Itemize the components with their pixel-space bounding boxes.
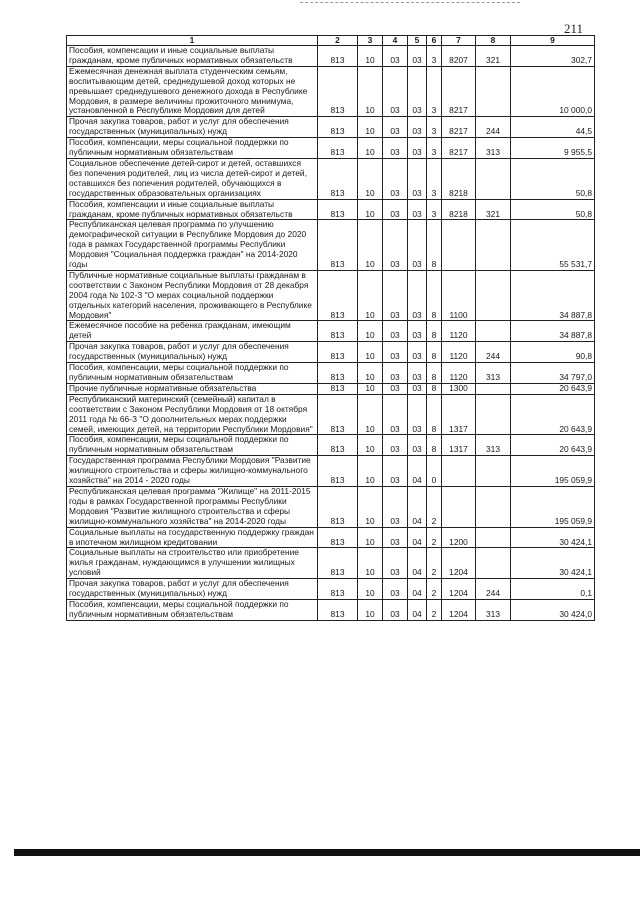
- cell-col-8: [476, 394, 511, 435]
- amount-cell: 302,7: [511, 46, 595, 67]
- cell-col-4: 03: [383, 321, 408, 342]
- table-row: [67, 394, 595, 435]
- cell-col-7: 8217: [442, 138, 476, 159]
- cell-col-8: 244: [476, 579, 511, 600]
- table-row: [67, 342, 595, 363]
- amount-cell: 34 797,0: [511, 363, 595, 384]
- cell-col-5: 03: [408, 321, 427, 342]
- cell-col-2: 813: [318, 199, 358, 220]
- amount-cell: 34 887,8: [511, 321, 595, 342]
- amount-cell: 30 424,1: [511, 548, 595, 579]
- header-cell-2: 2: [318, 36, 358, 46]
- amount-cell: 20 643,9: [511, 435, 595, 456]
- cell-col-5: 03: [408, 199, 427, 220]
- amount-cell: 195 059,9: [511, 456, 595, 487]
- cell-col-5: 04: [408, 527, 427, 548]
- cell-col-6: 2: [427, 599, 442, 620]
- row-name-cell: Республиканский материнский (семейный) капитал в соответствии с Законом Республики Мордовия от 18 октября 2011 года № 66-З "О дополнительных мерах поддержки семей, имеющих детей, на территории Республики Мордовия": [67, 394, 318, 435]
- cell-col-3: 10: [358, 321, 383, 342]
- cell-col-8: 313: [476, 363, 511, 384]
- page-number: 211: [564, 21, 584, 36]
- cell-col-6: 3: [427, 199, 442, 220]
- cell-col-8: [476, 270, 511, 321]
- cell-col-7: 8207: [442, 46, 476, 67]
- cell-col-6: 3: [427, 138, 442, 159]
- header-cell-7: 7: [442, 36, 476, 46]
- header-cell-1: 1: [67, 36, 318, 46]
- row-name-cell: Пособия, компенсации, меры социальной поддержки по публичным нормативным обязательствам: [67, 435, 318, 456]
- cell-col-7: 1100: [442, 270, 476, 321]
- cell-col-6: 8: [427, 321, 442, 342]
- cell-col-7: 1120: [442, 342, 476, 363]
- header-cell-8: 8: [476, 36, 511, 46]
- cell-col-3: 10: [358, 486, 383, 527]
- cell-col-2: 813: [318, 220, 358, 271]
- cell-col-4: 03: [383, 394, 408, 435]
- amount-cell: 9 955,5: [511, 138, 595, 159]
- table-row: [67, 435, 595, 456]
- cell-col-5: 03: [408, 158, 427, 199]
- row-name-cell: Прочие публичные нормативные обязательства: [67, 383, 318, 394]
- cell-col-3: 10: [358, 199, 383, 220]
- cell-col-5: 03: [408, 394, 427, 435]
- cell-col-5: 04: [408, 548, 427, 579]
- budget-table: [66, 35, 595, 621]
- cell-col-7: 1120: [442, 321, 476, 342]
- cell-col-3: 10: [358, 435, 383, 456]
- header-cell-6: 6: [427, 36, 442, 46]
- row-name-cell: Пособия, компенсации, меры социальной поддержки по публичным нормативным обязательствам: [67, 599, 318, 620]
- cell-col-4: 03: [383, 383, 408, 394]
- header-cell-3: 3: [358, 36, 383, 46]
- cell-col-7: 1204: [442, 599, 476, 620]
- cell-col-8: [476, 548, 511, 579]
- cell-col-7: 1204: [442, 579, 476, 600]
- cell-col-7: 8218: [442, 158, 476, 199]
- cell-col-5: 03: [408, 66, 427, 117]
- amount-cell: 50,8: [511, 158, 595, 199]
- cell-col-8: [476, 383, 511, 394]
- cell-col-7: 1300: [442, 383, 476, 394]
- cell-col-4: 03: [383, 270, 408, 321]
- table-body: [67, 46, 595, 621]
- table-row: [67, 46, 595, 67]
- cell-col-4: 03: [383, 456, 408, 487]
- cell-col-4: 03: [383, 486, 408, 527]
- cell-col-8: [476, 486, 511, 527]
- cell-col-3: 10: [358, 138, 383, 159]
- cell-col-4: 03: [383, 46, 408, 67]
- cell-col-6: 8: [427, 383, 442, 394]
- cell-col-6: 0: [427, 456, 442, 487]
- cell-col-8: [476, 527, 511, 548]
- row-name-cell: Публичные нормативные социальные выплаты гражданам в соответствии с Законом Республики Мордовия от 28 декабря 2004 года № 102-З "О мерах социальной поддержки отдельных категорий населения, проживающего в Республике Мордовия": [67, 270, 318, 321]
- cell-col-2: 813: [318, 363, 358, 384]
- row-name-cell: Социальные выплаты на государственную поддержку граждан в ипотечном жилищном кредитовании: [67, 527, 318, 548]
- amount-cell: 30 424,1: [511, 527, 595, 548]
- cell-col-5: 03: [408, 138, 427, 159]
- header-cell-4: 4: [383, 36, 408, 46]
- cell-col-2: 813: [318, 46, 358, 67]
- row-name-cell: Социальные выплаты на строительство или приобретение жилья гражданам, нуждающимся в улучшении жилищных условий: [67, 548, 318, 579]
- cell-col-7: 1317: [442, 435, 476, 456]
- scan-bottom-bar: [14, 849, 640, 856]
- cell-col-6: 8: [427, 342, 442, 363]
- cell-col-2: 813: [318, 599, 358, 620]
- table-row: [67, 321, 595, 342]
- cell-col-4: 03: [383, 342, 408, 363]
- cell-col-2: 813: [318, 66, 358, 117]
- cell-col-4: 03: [383, 117, 408, 138]
- cell-col-3: 10: [358, 117, 383, 138]
- table-row: [67, 579, 595, 600]
- cell-col-8: 244: [476, 117, 511, 138]
- table-row: [67, 527, 595, 548]
- cell-col-7: 8217: [442, 66, 476, 117]
- cell-col-6: 8: [427, 220, 442, 271]
- cell-col-2: 813: [318, 321, 358, 342]
- cell-col-5: 04: [408, 579, 427, 600]
- cell-col-5: 04: [408, 456, 427, 487]
- cell-col-8: 313: [476, 138, 511, 159]
- row-name-cell: Государственная программа Республики Мордовия "Развитие жилищного строительства и сферы жилищно-коммунального хозяйства" на 2014 - 2020 годы: [67, 456, 318, 487]
- scan-top-rule: [300, 2, 520, 5]
- row-name-cell: Ежемесячная денежная выплата студенческим семьям, воспитывающим детей, среднедушевой доход которых не превышает среднедушевого денежного дохода в Республике Мордовия, в размере величины прожиточного минимума, установленной в Республике Мордовия для детей: [67, 66, 318, 117]
- table-row: [67, 270, 595, 321]
- table-row: [67, 117, 595, 138]
- row-name-cell: Ежемесячное пособие на ребенка гражданам, имеющим детей: [67, 321, 318, 342]
- cell-col-8: 321: [476, 199, 511, 220]
- cell-col-3: 10: [358, 66, 383, 117]
- cell-col-4: 03: [383, 138, 408, 159]
- cell-col-6: 8: [427, 363, 442, 384]
- cell-col-3: 10: [358, 363, 383, 384]
- cell-col-8: [476, 456, 511, 487]
- cell-col-6: 2: [427, 486, 442, 527]
- cell-col-8: [476, 220, 511, 271]
- cell-col-3: 10: [358, 342, 383, 363]
- cell-col-5: 03: [408, 270, 427, 321]
- cell-col-3: 10: [358, 394, 383, 435]
- cell-col-3: 10: [358, 548, 383, 579]
- cell-col-8: [476, 66, 511, 117]
- cell-col-7: 1120: [442, 363, 476, 384]
- cell-col-4: 03: [383, 66, 408, 117]
- cell-col-5: 03: [408, 342, 427, 363]
- amount-cell: 55 531,7: [511, 220, 595, 271]
- cell-col-2: 813: [318, 394, 358, 435]
- table-row: [67, 456, 595, 487]
- cell-col-4: 03: [383, 548, 408, 579]
- cell-col-6: 2: [427, 548, 442, 579]
- cell-col-5: 03: [408, 220, 427, 271]
- row-name-cell: Пособия, компенсации и иные социальные выплаты гражданам, кроме публичных нормативных обязательств: [67, 199, 318, 220]
- table-row: [67, 383, 595, 394]
- table-row: [67, 599, 595, 620]
- cell-col-6: 8: [427, 435, 442, 456]
- amount-cell: 195 059,9: [511, 486, 595, 527]
- cell-col-3: 10: [358, 158, 383, 199]
- amount-cell: 20 643,9: [511, 394, 595, 435]
- amount-cell: 30 424,0: [511, 599, 595, 620]
- row-name-cell: Республиканская целевая программа по улучшению демографической ситуации в Республике Мордовия до 2020 года в рамках Государственной программы Республики Мордовия "Социальная поддержка граждан" на 2014-2020 годы: [67, 220, 318, 271]
- row-name-cell: Прочая закупка товаров, работ и услуг для обеспечения государственных (муниципальных) нужд: [67, 117, 318, 138]
- cell-col-6: 8: [427, 394, 442, 435]
- cell-col-7: 8217: [442, 117, 476, 138]
- cell-col-2: 813: [318, 158, 358, 199]
- cell-col-4: 03: [383, 220, 408, 271]
- table-row: [67, 158, 595, 199]
- cell-col-8: 313: [476, 435, 511, 456]
- cell-col-4: 03: [383, 579, 408, 600]
- cell-col-5: 04: [408, 599, 427, 620]
- cell-col-2: 813: [318, 486, 358, 527]
- cell-col-7: [442, 486, 476, 527]
- cell-col-2: 813: [318, 342, 358, 363]
- amount-cell: 44,5: [511, 117, 595, 138]
- cell-col-7: 8218: [442, 199, 476, 220]
- cell-col-7: 1204: [442, 548, 476, 579]
- amount-cell: 34 887,8: [511, 270, 595, 321]
- cell-col-3: 10: [358, 383, 383, 394]
- cell-col-5: 03: [408, 363, 427, 384]
- table-row: [67, 486, 595, 527]
- cell-col-2: 813: [318, 456, 358, 487]
- amount-cell: 10 000,0: [511, 66, 595, 117]
- cell-col-2: 813: [318, 383, 358, 394]
- cell-col-3: 10: [358, 46, 383, 67]
- table-row: [67, 66, 595, 117]
- row-name-cell: Социальное обеспечение детей-сирот и детей, оставшихся без попечения родителей, лиц из числа детей-сирот и детей, оставшихся без попечения родителей, обучающихся в государственных образовательных организациях: [67, 158, 318, 199]
- row-name-cell: Прочая закупка товаров, работ и услуг для обеспечения государственных (муниципальных) нужд: [67, 579, 318, 600]
- header-cell-5: 5: [408, 36, 427, 46]
- cell-col-2: 813: [318, 117, 358, 138]
- cell-col-4: 03: [383, 158, 408, 199]
- cell-col-7: [442, 220, 476, 271]
- cell-col-8: [476, 321, 511, 342]
- cell-col-4: 03: [383, 199, 408, 220]
- table-row: [67, 548, 595, 579]
- row-name-cell: Республиканская целевая программа "Жилище" на 2011-2015 годы в рамках Государственной программы Республики Мордовия "Развитие жилищного строительства и сферы жилищно-коммунального хозяйства" на 2014-2020 годы: [67, 486, 318, 527]
- table-row: [67, 199, 595, 220]
- cell-col-8: 244: [476, 342, 511, 363]
- cell-col-2: 813: [318, 579, 358, 600]
- amount-cell: 20 643,9: [511, 383, 595, 394]
- cell-col-6: 8: [427, 270, 442, 321]
- cell-col-7: 1200: [442, 527, 476, 548]
- row-name-cell: Пособия, компенсации, меры социальной поддержки по публичным нормативным обязательствам: [67, 363, 318, 384]
- cell-col-4: 03: [383, 435, 408, 456]
- cell-col-5: 03: [408, 117, 427, 138]
- cell-col-2: 813: [318, 548, 358, 579]
- cell-col-3: 10: [358, 599, 383, 620]
- cell-col-8: 321: [476, 46, 511, 67]
- row-name-cell: Прочая закупка товаров, работ и услуг для обеспечения государственных (муниципальных) нужд: [67, 342, 318, 363]
- cell-col-6: 3: [427, 46, 442, 67]
- cell-col-3: 10: [358, 220, 383, 271]
- cell-col-6: 3: [427, 117, 442, 138]
- cell-col-8: 313: [476, 599, 511, 620]
- cell-col-2: 813: [318, 270, 358, 321]
- cell-col-6: 3: [427, 66, 442, 117]
- cell-col-3: 10: [358, 579, 383, 600]
- cell-col-3: 10: [358, 456, 383, 487]
- table-row: [67, 363, 595, 384]
- header-cell-9: 9: [511, 36, 595, 46]
- amount-cell: 0,1: [511, 579, 595, 600]
- cell-col-6: 2: [427, 579, 442, 600]
- cell-col-8: [476, 158, 511, 199]
- table-header-row: [67, 36, 595, 46]
- amount-cell: 50,8: [511, 199, 595, 220]
- cell-col-6: 3: [427, 158, 442, 199]
- cell-col-7: [442, 456, 476, 487]
- cell-col-7: 1317: [442, 394, 476, 435]
- row-name-cell: Пособия, компенсации, меры социальной поддержки по публичным нормативным обязательствам: [67, 138, 318, 159]
- cell-col-4: 03: [383, 599, 408, 620]
- cell-col-6: 2: [427, 527, 442, 548]
- cell-col-3: 10: [358, 270, 383, 321]
- cell-col-5: 03: [408, 435, 427, 456]
- cell-col-2: 813: [318, 138, 358, 159]
- cell-col-5: 04: [408, 486, 427, 527]
- cell-col-4: 03: [383, 363, 408, 384]
- amount-cell: 90,8: [511, 342, 595, 363]
- row-name-cell: Пособия, компенсации и иные социальные выплаты гражданам, кроме публичных нормативных обязательств: [67, 46, 318, 67]
- cell-col-2: 813: [318, 527, 358, 548]
- table-row: [67, 220, 595, 271]
- cell-col-5: 03: [408, 46, 427, 67]
- cell-col-2: 813: [318, 435, 358, 456]
- table-row: [67, 138, 595, 159]
- cell-col-3: 10: [358, 527, 383, 548]
- cell-col-5: 03: [408, 383, 427, 394]
- cell-col-4: 03: [383, 527, 408, 548]
